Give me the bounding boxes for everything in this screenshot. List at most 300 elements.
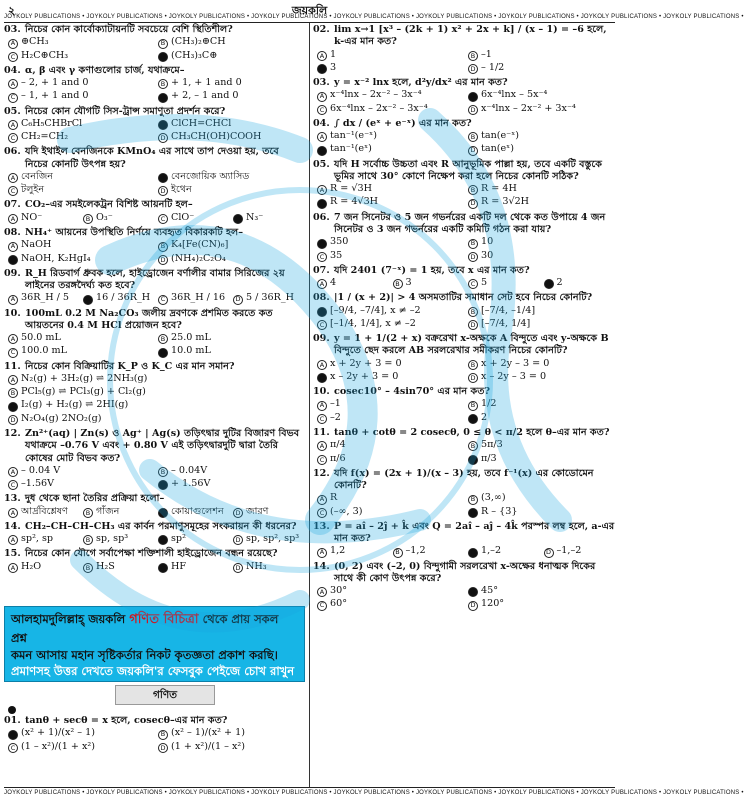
option-b[interactable] <box>468 49 615 61</box>
option-d[interactable] <box>468 62 615 74</box>
option-c[interactable] <box>8 253 154 265</box>
answer-bubble[interactable]: B <box>468 441 478 451</box>
option-text: C₆H₅CHBrCl <box>21 117 83 129</box>
option-a[interactable] <box>317 277 389 289</box>
filled-answer-bubble[interactable]: C <box>8 255 18 265</box>
answer-bubble[interactable]: D <box>158 743 168 753</box>
option-text: K₄[Fe(CN)₆] <box>171 239 229 251</box>
option-b[interactable] <box>468 492 615 504</box>
filled-answer-bubble[interactable]: D <box>158 52 168 62</box>
question-text: R_H রিডবার্গ ধ্রুবক হলে, হাইড্রোজেন বর্ণালীর বামার সিরিজের ২য় লাইনের তরঙ্গদৈর্ঘ্য কত হবে? <box>25 267 285 292</box>
answer-bubble[interactable]: D <box>544 548 554 558</box>
answer-bubble[interactable]: D <box>233 295 243 305</box>
option-d[interactable] <box>468 318 615 330</box>
filled-answer-bubble[interactable]: C <box>468 548 478 558</box>
option-a[interactable] <box>8 561 79 573</box>
answer-bubble[interactable]: B <box>393 548 403 558</box>
option-c[interactable] <box>158 212 229 224</box>
option-b[interactable] <box>468 183 615 195</box>
filled-answer-bubble[interactable]: B <box>83 295 93 305</box>
question-stem <box>4 65 304 77</box>
filled-answer-bubble[interactable]: C <box>317 146 327 156</box>
answer-bubble[interactable]: B <box>83 535 93 545</box>
filled-answer-bubble[interactable]: C <box>8 402 18 412</box>
answer-bubble[interactable]: D <box>233 508 243 518</box>
question-math-1 <box>4 715 304 753</box>
question-number: 03. <box>4 24 21 35</box>
answer-bubble[interactable]: A <box>317 360 327 370</box>
answer-bubble[interactable]: A <box>8 173 18 183</box>
option-text: (CH₃)₂⊕CH <box>171 36 226 48</box>
answer-bubble[interactable]: A <box>8 120 18 130</box>
option-c[interactable] <box>158 506 229 518</box>
answer-bubble[interactable]: C <box>8 133 18 143</box>
option-d[interactable] <box>233 533 304 545</box>
question-number: 12. <box>4 427 21 439</box>
option-b[interactable] <box>158 77 304 89</box>
option-b[interactable] <box>158 36 304 48</box>
option-c[interactable] <box>317 196 464 208</box>
question-number: 03. <box>313 77 330 89</box>
question-stem <box>4 715 304 727</box>
option-text: –1.56V <box>21 478 55 490</box>
answer-bubble[interactable]: A <box>317 92 327 102</box>
option-b[interactable] <box>83 561 154 573</box>
option-text: (1 – x²)/(1 + x²) <box>21 740 95 752</box>
option-text: 6x⁻⁴lnx – 2x⁻² – 3x⁻⁴ <box>330 102 428 114</box>
answer-bubble[interactable]: C <box>8 743 18 753</box>
option-c[interactable] <box>317 598 464 610</box>
filled-answer-bubble[interactable]: D <box>468 455 478 465</box>
option-c[interactable] <box>468 277 540 289</box>
option-text: 6x⁻⁴lnx – 5x⁻⁴ <box>481 89 548 101</box>
filled-answer-bubble[interactable]: D <box>158 480 168 490</box>
option-d[interactable] <box>8 413 304 425</box>
option-a[interactable] <box>317 130 464 142</box>
filled-answer-bubble[interactable]: C <box>317 64 327 74</box>
option-c[interactable] <box>317 371 464 383</box>
answer-bubble[interactable]: B <box>468 51 478 61</box>
option-text: 350 <box>330 236 349 248</box>
option-a[interactable] <box>8 506 79 518</box>
answer-bubble[interactable]: B <box>158 79 168 89</box>
question-chem-14 <box>4 521 304 546</box>
answer-bubble[interactable]: A <box>317 587 327 597</box>
option-c[interactable] <box>158 561 229 573</box>
answer-bubble[interactable]: C <box>317 455 327 465</box>
option-c[interactable] <box>317 318 464 330</box>
answer-bubble[interactable]: A <box>8 39 18 49</box>
option-c[interactable] <box>8 741 154 753</box>
answer-bubble[interactable]: D <box>233 535 243 545</box>
footer-rule <box>4 787 615 788</box>
option-a[interactable] <box>317 358 464 370</box>
filled-answer-bubble[interactable]: D <box>544 279 554 289</box>
question-number: 04. <box>4 64 21 76</box>
question-stem <box>4 227 304 239</box>
answer-bubble[interactable]: B <box>468 185 478 195</box>
question-text: NH₄⁺ আয়নের উপস্থিতি নির্ণয়ে ব্যবহৃত বিকারকটি হল– <box>25 226 244 238</box>
answer-bubble[interactable]: B <box>83 563 93 573</box>
answer-options <box>4 373 304 425</box>
question-stem <box>4 268 304 293</box>
answer-bubble[interactable]: C <box>8 52 18 62</box>
answer-bubble[interactable]: D <box>468 199 478 209</box>
option-a[interactable] <box>317 49 464 61</box>
option-d[interactable] <box>544 277 616 289</box>
option-text: – 1/2 <box>481 61 505 73</box>
answer-bubble[interactable]: B <box>468 401 478 411</box>
option-c[interactable] <box>158 533 229 545</box>
answer-bubble[interactable]: A <box>317 132 327 142</box>
option-c[interactable] <box>8 478 154 490</box>
question-stem <box>4 199 304 211</box>
answer-bubble[interactable]: B <box>83 508 93 518</box>
option-b[interactable] <box>83 212 154 224</box>
option-a[interactable] <box>8 373 304 385</box>
option-a[interactable] <box>8 533 79 545</box>
option-c[interactable] <box>8 399 304 411</box>
answer-bubble[interactable]: C <box>8 93 18 103</box>
answer-bubble[interactable]: A <box>8 242 18 252</box>
option-text: I₂(g) + H₂(g) ⇌ 2HI(g) <box>21 399 129 411</box>
option-text: – 0.04 V <box>21 464 61 476</box>
answer-bubble[interactable]: B <box>8 388 18 398</box>
option-a[interactable] <box>317 236 464 248</box>
answer-bubble[interactable]: D <box>468 320 478 330</box>
option-a[interactable] <box>8 36 154 48</box>
option-c[interactable] <box>8 50 154 62</box>
option-a[interactable] <box>8 77 154 89</box>
answer-bubble[interactable]: A <box>317 51 327 61</box>
option-b[interactable] <box>158 239 304 251</box>
answer-bubble[interactable]: C <box>317 508 327 518</box>
question-number: 06. <box>4 146 21 158</box>
option-a[interactable] <box>317 439 464 451</box>
option-b[interactable] <box>8 386 304 398</box>
answer-bubble[interactable]: D <box>233 563 243 573</box>
filled-answer-bubble[interactable]: A <box>317 239 327 249</box>
answer-bubble[interactable]: D <box>468 105 478 115</box>
option-c[interactable] <box>317 62 464 74</box>
option-a[interactable] <box>8 727 154 739</box>
option-text: + 2, – 1 and 0 <box>171 90 239 102</box>
option-d[interactable] <box>468 103 615 115</box>
option-text: sp² <box>171 533 186 545</box>
answer-bubble[interactable]: B <box>468 132 478 142</box>
filled-answer-bubble[interactable]: B <box>468 92 478 102</box>
question-text: 7 জন সিনেটর ও 5 জন গভর্নরের একটি দল থেকে কত উপায়ে 4 জন সিনেটর ও 3 জন গভর্নরের একটি কমিটি গঠন করা যায়? <box>334 211 606 235</box>
filled-answer-bubble[interactable]: D <box>158 93 168 103</box>
filled-answer-bubble[interactable]: D <box>233 214 243 224</box>
answer-bubble[interactable]: D <box>468 64 478 74</box>
option-b[interactable] <box>468 130 615 142</box>
option-a[interactable] <box>317 305 464 317</box>
option-text: 60° <box>330 598 348 610</box>
answer-bubble[interactable]: A <box>317 548 327 558</box>
option-text: tan(e⁻ˣ) <box>481 130 520 142</box>
filled-answer-bubble[interactable]: D <box>158 348 168 358</box>
question-text: (0, 2) এবং (–2, 0) বিন্দুগামী সরলরেখা x-অক্ষের ধনাত্মক দিকের সাথে কী কোণ উৎপন্ন করে? <box>334 560 596 584</box>
option-b[interactable] <box>468 439 615 451</box>
option-a[interactable] <box>8 171 154 183</box>
filled-answer-bubble[interactable]: B <box>468 587 478 597</box>
option-a[interactable] <box>317 492 464 504</box>
answer-bubble[interactable]: B <box>468 239 478 249</box>
answer-bubble[interactable]: A <box>8 375 18 385</box>
filled-answer-bubble[interactable]: C <box>158 535 168 545</box>
option-text: N₃⁻ <box>246 211 264 223</box>
answer-bubble[interactable]: B <box>468 360 478 370</box>
answer-bubble[interactable]: B <box>83 214 93 224</box>
option-a[interactable] <box>8 332 154 344</box>
option-c[interactable] <box>468 545 540 557</box>
option-d[interactable] <box>233 292 304 304</box>
answer-bubble[interactable]: A <box>317 401 327 411</box>
answer-bubble[interactable]: A <box>317 185 327 195</box>
answer-bubble[interactable]: B <box>468 495 478 505</box>
option-a[interactable] <box>317 89 464 101</box>
answer-options <box>4 465 304 491</box>
answer-options <box>4 77 304 103</box>
math-questions-column <box>313 24 615 787</box>
question-math-12 <box>313 468 615 518</box>
answer-bubble[interactable]: A <box>8 334 18 344</box>
question-number: 05. <box>4 105 21 117</box>
publisher-ribbon-top: JOYKOLY PUBLICATIONS • JOYKOLY PUBLICATIONS • JOYKOLY PUBLICATIONS • JOYKOLY PUBLICATIONS • JOYKOLY PUBLICATIONS • JOYKOLY PUBLICATIONS • JOYKOLY PUBLICATIONS • JOYKOLY PUBLICATIONS • JOYKOLY PUBLICATIONS • <box>4 14 744 20</box>
answer-bubble[interactable]: C <box>317 601 327 611</box>
option-d[interactable] <box>468 506 615 518</box>
question-text: tanθ + cotθ = 2 cosecθ, 0 ≤ θ < π/2 হলে θ–এর মান কত? <box>334 426 610 438</box>
option-d[interactable] <box>158 131 304 143</box>
answer-bubble[interactable]: D <box>468 601 478 611</box>
option-d[interactable] <box>468 598 615 610</box>
option-d[interactable] <box>158 50 304 62</box>
option-text: 36R_H / 5 <box>21 292 70 304</box>
option-a[interactable] <box>317 545 389 557</box>
option-b[interactable] <box>468 585 615 597</box>
question-number: 08. <box>4 226 21 238</box>
option-d[interactable] <box>158 345 304 357</box>
answer-bubble[interactable]: C <box>8 348 18 358</box>
question-number: 10. <box>313 386 330 398</box>
option-c[interactable] <box>8 184 154 196</box>
question-text: y = 1 + 1/(2 + x) বক্ররেখা x-অক্ষকে A বিন্দুতে এবং y-অক্ষকে B বিন্দুতে ছেদ করলে AB সরলরেখার সমীকরণ নিচের কোনটি? <box>334 333 609 357</box>
answer-bubble[interactable]: C <box>317 320 327 330</box>
answer-bubble[interactable]: A <box>8 79 18 89</box>
answer-options <box>313 183 615 209</box>
filled-answer-bubble[interactable]: B <box>158 120 168 130</box>
option-d[interactable] <box>468 412 615 424</box>
option-d[interactable] <box>158 253 304 265</box>
question-text: cosec10° – 4sin70° এর মান কত? <box>334 386 491 398</box>
option-b[interactable] <box>158 332 304 344</box>
answer-bubble[interactable]: C <box>317 414 327 424</box>
answer-bubble[interactable]: C <box>468 279 478 289</box>
filled-answer-bubble[interactable]: C <box>317 199 327 209</box>
answer-bubble[interactable]: D <box>158 133 168 143</box>
question-stem <box>4 308 304 333</box>
option-d[interactable] <box>468 196 615 208</box>
answer-bubble[interactable]: D <box>158 186 168 196</box>
option-c[interactable] <box>158 292 229 304</box>
question-text: ∫ dx / (eˣ + e⁻ˣ) এর মান কত? <box>334 117 472 129</box>
option-text: π/4 <box>330 439 346 451</box>
option-b[interactable] <box>468 398 615 410</box>
option-text: x – 2y + 3 = 0 <box>330 370 399 382</box>
option-a[interactable] <box>8 239 154 251</box>
option-text: [–9/4, –7/4], x ≠ –2 <box>330 304 421 316</box>
option-c[interactable] <box>8 90 154 102</box>
option-a[interactable] <box>317 398 464 410</box>
option-d[interactable] <box>158 741 304 753</box>
question-math-14 <box>313 561 615 611</box>
filled-answer-bubble[interactable]: A <box>8 730 18 740</box>
option-d[interactable] <box>158 90 304 102</box>
option-b[interactable] <box>158 727 304 739</box>
page-number: ২ <box>8 4 16 17</box>
option-d[interactable] <box>233 561 304 573</box>
option-c[interactable] <box>317 103 464 115</box>
filled-answer-bubble[interactable]: C <box>158 563 168 573</box>
option-d[interactable] <box>468 250 615 262</box>
question-text: |1 / (x + 2)| > 4 অসমতাটির সমাধান সেট হবে নিচের কোনটি? <box>334 292 593 304</box>
answer-bubble[interactable]: D <box>468 373 478 383</box>
answer-bubble[interactable]: D <box>158 255 168 265</box>
answer-bubble[interactable]: C <box>8 480 18 490</box>
answer-options <box>313 89 615 115</box>
answer-options <box>313 277 615 289</box>
option-d[interactable] <box>233 212 304 224</box>
answer-bubble[interactable]: A <box>8 467 18 477</box>
filled-answer-bubble[interactable]: B <box>158 173 168 183</box>
question-stem <box>313 77 615 89</box>
option-b[interactable] <box>158 118 304 130</box>
option-b[interactable] <box>83 292 154 304</box>
answer-bubble[interactable]: B <box>158 334 168 344</box>
option-text: + 1, + 1 and 0 <box>171 77 242 89</box>
answer-bubble[interactable]: C <box>158 295 168 305</box>
question-stem <box>4 548 304 560</box>
option-c[interactable] <box>8 131 154 143</box>
option-text: আর্দ্রবিশ্লেষণ <box>21 505 68 517</box>
answer-bubble[interactable]: A <box>8 508 18 518</box>
question-number: 02. <box>313 24 330 35</box>
option-d[interactable] <box>468 453 615 465</box>
question-text: দুধ থেকে ছানা তৈরির প্রক্রিয়া হলো– <box>25 493 165 505</box>
question-text: নিচের কোন যৌগটি সিস-ট্রান্স সমাণুতা প্রদর্শন করে? <box>25 105 226 117</box>
option-text: HF <box>171 560 187 572</box>
question-number: 01. <box>4 715 21 726</box>
answer-bubble[interactable]: A <box>8 535 18 545</box>
question-text: নিচের কোন যৌগে সর্বাপেক্ষা শক্তিশালী হাইড্রোজেন বন্ধন রয়েছে? <box>25 548 278 560</box>
option-d[interactable] <box>544 545 616 557</box>
column-divider <box>309 23 310 787</box>
answer-options <box>313 492 615 518</box>
answer-bubble[interactable]: B <box>468 307 478 317</box>
question-number: 09. <box>313 333 330 345</box>
option-text: (–∞, 3) <box>330 505 363 517</box>
question-math-13 <box>313 521 615 558</box>
option-d[interactable] <box>158 478 304 490</box>
answer-bubble[interactable]: C <box>8 186 18 196</box>
option-c[interactable] <box>317 453 464 465</box>
question-stem <box>4 24 304 36</box>
option-b[interactable] <box>468 236 615 248</box>
question-text: যদি ইথাইল বেনজিনকে KMnO₄ এর সাথে তাপ দেওয়া হয়, তবে নিচের কোনটি উৎপন্ন হয়? <box>25 146 279 170</box>
option-b[interactable] <box>468 305 615 317</box>
math-section-title: গণিত <box>115 685 215 705</box>
filled-answer-bubble[interactable]: A <box>317 307 327 317</box>
option-a[interactable] <box>317 585 464 597</box>
answer-bubble[interactable]: B <box>158 242 168 252</box>
filled-answer-bubble[interactable]: D <box>468 414 478 424</box>
answer-bubble[interactable]: A <box>317 495 327 505</box>
answer-bubble[interactable]: A <box>8 295 18 305</box>
option-b[interactable] <box>158 171 304 183</box>
answer-bubble[interactable]: C <box>317 252 327 262</box>
option-d[interactable] <box>158 184 304 196</box>
option-b[interactable] <box>83 533 154 545</box>
answer-bubble[interactable]: B <box>158 467 168 477</box>
question-stem <box>313 427 615 439</box>
option-b[interactable] <box>393 277 465 289</box>
answer-bubble[interactable]: D <box>468 146 478 156</box>
answer-bubble[interactable]: B <box>158 730 168 740</box>
answer-options <box>313 545 615 557</box>
filled-answer-bubble[interactable]: D <box>468 508 478 518</box>
answer-bubble[interactable]: B <box>158 39 168 49</box>
answer-bubble[interactable]: A <box>8 214 18 224</box>
option-a[interactable] <box>317 183 464 195</box>
option-b[interactable] <box>468 89 615 101</box>
answer-bubble[interactable]: D <box>8 415 18 425</box>
answer-bubble[interactable]: B <box>393 279 403 289</box>
filled-answer-bubble[interactable]: C <box>158 508 168 518</box>
answer-options <box>4 561 304 573</box>
filled-answer-bubble[interactable]: C <box>317 373 327 383</box>
option-a[interactable] <box>8 212 79 224</box>
question-stem <box>313 561 615 586</box>
option-b[interactable] <box>83 506 154 518</box>
answer-bubble[interactable]: A <box>317 279 327 289</box>
answer-bubble[interactable]: A <box>8 563 18 573</box>
option-d[interactable] <box>468 371 615 383</box>
answer-bubble[interactable]: D <box>468 252 478 262</box>
option-c[interactable] <box>317 412 464 424</box>
option-c[interactable] <box>317 250 464 262</box>
option-b[interactable] <box>393 545 465 557</box>
option-d[interactable] <box>468 143 615 155</box>
option-b[interactable] <box>468 358 615 370</box>
option-c[interactable] <box>317 143 464 155</box>
option-text: 10.0 mL <box>171 345 211 357</box>
answer-bubble[interactable]: C <box>158 214 168 224</box>
answer-bubble[interactable]: A <box>317 441 327 451</box>
option-a[interactable] <box>8 118 154 130</box>
option-c[interactable] <box>317 506 464 518</box>
answer-bubble[interactable]: C <box>317 105 327 115</box>
option-text: ইথেন <box>171 184 192 196</box>
option-b[interactable] <box>158 465 304 477</box>
option-c[interactable] <box>8 345 154 357</box>
option-text: টলুইন <box>21 184 45 196</box>
option-a[interactable] <box>8 292 79 304</box>
option-text: – 1, + 1 and 0 <box>21 90 89 102</box>
option-d[interactable] <box>233 506 304 518</box>
question-stem <box>313 386 615 398</box>
option-a[interactable] <box>8 465 154 477</box>
